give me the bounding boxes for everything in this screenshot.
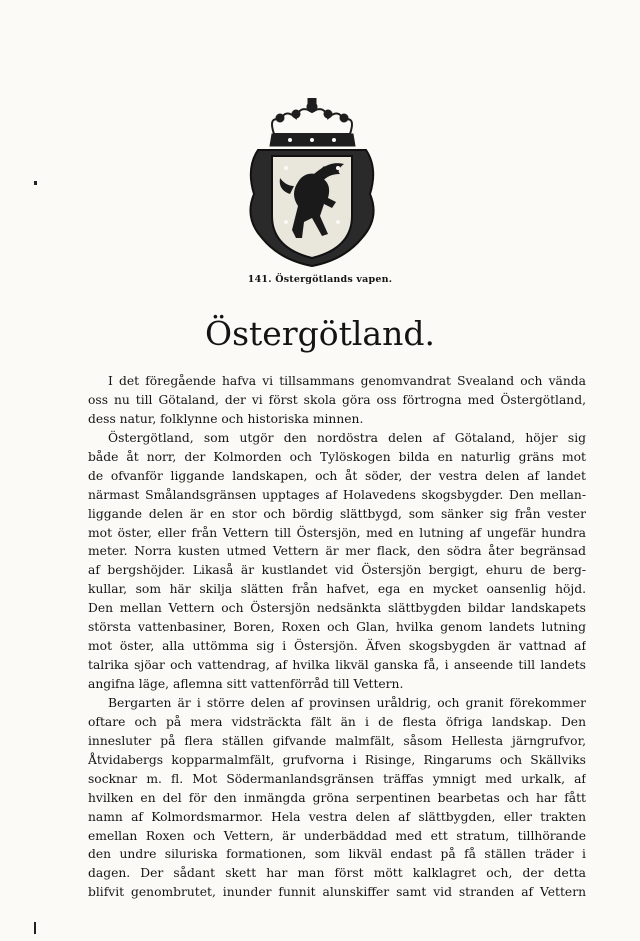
- text-line: Östergötland, som utgör den nordöstra delen af Götaland, höjer sig: [108, 430, 586, 445]
- text-line: angifna läge, aflemna sitt vattenförråd till Vettern.: [88, 677, 404, 691]
- print-speck: [34, 181, 37, 185]
- ostergotland-coat-of-arms-illustration: [240, 98, 385, 268]
- page-title: Östergötland.: [205, 314, 435, 353]
- text-line: största vattenbasiner, Boren, Roxen och Glan, hvilka genom landets lutning: [88, 620, 586, 635]
- text-line: emellan Roxen och Vettern, är underbäddad med ett stratum, tillhörande: [88, 828, 586, 843]
- print-speck: [34, 922, 36, 934]
- text-line: Åtvidabergs kopparmalmfält, grufvorna i Risinge, Ringarums och Skällviks: [88, 752, 586, 767]
- text-line: dess natur, folklynne och historiska minnen.: [88, 411, 364, 426]
- text-line: kullar, som här skilja slätten från hafvet, ega en mycket oansenlig höjd.: [88, 582, 586, 597]
- text-line: närmast Smålandsgränsen upptages af Holavedens skogsbygder. Den mellan-: [88, 487, 586, 502]
- text-line: hvilken en del för den inmängda gröna serpentinen bearbetas och har fått: [88, 790, 586, 805]
- text-line: meter. Norra kusten utmed Vettern är mer flack, den södra åter begränsad: [88, 544, 586, 559]
- text-line: I det föregående hafva vi tillsammans genomvandrat Svealand och vända: [108, 374, 586, 388]
- text-line: både åt norr, der Kolmorden och Tylöskogen bilda en naturlig gräns mot: [88, 449, 586, 464]
- text-line: socknar m. fl. Mot Södermanlandsgränsen träffas ymnigt med urkalk, af: [88, 771, 586, 786]
- body-text: [88, 372, 586, 902]
- figure-caption: 141. Östergötlands vapen.: [247, 274, 393, 285]
- text-line: innesluter på flera ställen gifvande malmfält, såsom Hellesta järngrufvor,: [88, 733, 586, 748]
- text-line: mot öster, alla uttömma sig i Östersjön. Äfven skogsbygden är vattnad af: [88, 639, 586, 654]
- text-line: mot öster, eller från Vettern till Östersjön, med en lutning af ungefär hundra: [88, 525, 586, 540]
- text-line: de ofvanför liggande landskapen, och åt söder, der vestra delen af landet: [88, 468, 586, 483]
- text-line: talrika sjöar och vattendrag, af hvilka likväl ganska få, i anseende till landets: [88, 658, 586, 673]
- text-line: liggande delen är en stor och bördig slättbygd, som sänker sig från vester: [88, 506, 586, 521]
- text-line: den undre siluriska formationen, som likväl endast på få ställen träder i: [88, 847, 586, 862]
- text-line: namn af Kolmordsmarmor. Hela vestra delen af slättbygden, eller trakten: [88, 809, 586, 824]
- text-line: af bergshöjder. Likaså är kustlandet vid Östersjön bergigt, ehuru de berg-: [88, 563, 586, 578]
- text-line: oss nu till Götaland, der vi först skola göra oss förtrogna med Östergötland,: [88, 392, 586, 407]
- text-line: dagen. Der sådant skett har man först mött kalklagret och, der detta: [88, 866, 586, 881]
- text-line: Den mellan Vettern och Östersjön nedsänkta slättbygden bildar landskapets: [88, 601, 586, 616]
- crown-icon: [270, 98, 355, 146]
- text-line: Bergarten är i större delen af provinsen uråldrig, och granit förekommer: [108, 695, 586, 710]
- text-line: blifvit genombrutet, inunder funnit alunskiffer samt vid stranden af Vettern: [88, 885, 586, 900]
- text-line: oftare och på mera vidsträckta fält än i de flesta öfriga landskap. Den: [88, 714, 586, 729]
